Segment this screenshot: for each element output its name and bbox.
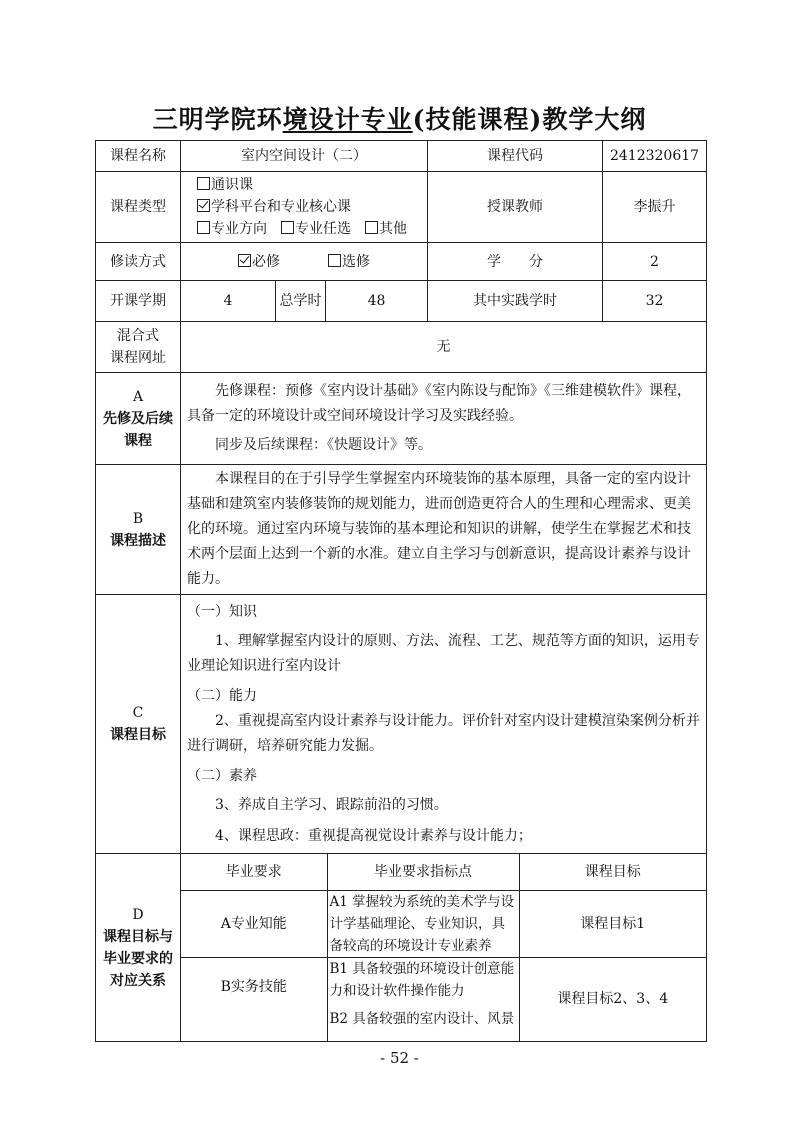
total-hours-value: 48 bbox=[326, 281, 428, 322]
checkbox-optional[interactable] bbox=[328, 254, 341, 267]
practice-hours-label: 其中实践学时 bbox=[428, 281, 603, 322]
study-mode-row bbox=[96, 243, 707, 281]
section-d-content bbox=[181, 854, 707, 1042]
syllabus-table bbox=[95, 140, 707, 1042]
semester-row bbox=[96, 281, 707, 322]
mapping-header-goal: 课程目标 bbox=[519, 854, 706, 890]
mixed-course-value: 无 bbox=[181, 322, 707, 373]
course-name-value: 室内空间设计（二） bbox=[181, 141, 428, 172]
section-b-row bbox=[96, 465, 707, 595]
section-c-label: C 课程目标 bbox=[96, 595, 181, 854]
section-d-label: D 课程目标与 毕业要求的 对应关系 bbox=[96, 854, 181, 1042]
mapping-a-requirement: A专业知能 bbox=[181, 890, 327, 957]
mapping-header-row bbox=[181, 854, 706, 890]
study-mode-options: 必修 选修 bbox=[181, 243, 428, 281]
mapping-row-b bbox=[181, 957, 706, 1041]
credit-label: 学 分 bbox=[428, 243, 603, 281]
section-a-label: A 先修及后续 课程 bbox=[96, 373, 181, 465]
mapping-a-goal: 课程目标1 bbox=[519, 890, 706, 957]
course-code-value: 2412320617 bbox=[603, 141, 707, 172]
section-b-content: 本课程目的在于引导学生掌握室内环境装饰的基本原理，具备一定的室内设计基础和建筑室内装修装饰的规划能力，进而创造更符合人的生理和心理需求、更美化的环境。通过室内环境与装饰的基本理论和知识的讲解，使学生在掌握艺术和技术两个层面上达到一个新的水准。建立自主学习与创新意识，提高设计素养与设计能力。 bbox=[181, 465, 707, 595]
page-title: 三明学院环境设计专业(技能课程)教学大纲 bbox=[152, 105, 647, 134]
checkbox-required[interactable] bbox=[238, 254, 251, 267]
mixed-course-label: 混合式 课程网址 bbox=[96, 322, 181, 373]
checkbox-other[interactable] bbox=[365, 221, 378, 234]
mapping-b-goal: 课程目标2、3、4 bbox=[519, 957, 706, 1041]
checkbox-core-course[interactable] bbox=[197, 199, 210, 212]
mapping-table bbox=[181, 854, 706, 1041]
mapping-header-indicator: 毕业要求指标点 bbox=[327, 854, 519, 890]
study-mode-label: 修读方式 bbox=[96, 243, 181, 281]
teacher-label: 授课教师 bbox=[428, 172, 603, 243]
semester-value: 4 bbox=[181, 281, 276, 322]
course-type-label: 课程类型 bbox=[96, 172, 181, 243]
mapping-b-requirement: B实务技能 bbox=[181, 957, 327, 1041]
page-number: - 52 - bbox=[380, 1049, 419, 1067]
section-a-content: 先修课程：预修《室内设计基础》《室内陈设与配饰》《三维建模软件》课程，具备一定的环境设计或空间环境设计学习及实践经验。 同步及后续课程：《快题设计》等。 bbox=[181, 373, 707, 465]
course-code-label: 课程代码 bbox=[428, 141, 603, 172]
section-d-row bbox=[96, 854, 707, 1042]
mapping-row-a bbox=[181, 890, 706, 957]
checkbox-direction[interactable] bbox=[197, 221, 210, 234]
section-a-row bbox=[96, 373, 707, 465]
teacher-value: 李振升 bbox=[603, 172, 707, 243]
mapping-header-requirement: 毕业要求 bbox=[181, 854, 327, 890]
mapping-b-indicator: B1 具备较强的环境设计创意能力和设计软件操作能力 B2 具备较强的室内设计、风景 bbox=[327, 957, 519, 1041]
course-name-row bbox=[96, 141, 707, 172]
checkbox-general[interactable] bbox=[197, 177, 210, 190]
checkbox-elective[interactable] bbox=[281, 221, 294, 234]
section-c-content: （一）知识 1、理解掌握室内设计的原则、方法、流程、工艺、规范等方面的知识，运用专业理论知识进行室内设计 （二）能力 2、重视提高室内设计素养与设计能力。评价针对室内设计建模渲染案例分析并进行调研，培养研究能力发掘。 （二）素养 3、养成自主学习、跟踪前沿的习惯。 4、课程思政：重视提高视觉设计素养与设计能力； bbox=[181, 595, 707, 854]
section-c-row bbox=[96, 595, 707, 854]
mixed-course-row bbox=[96, 322, 707, 373]
section-b-label: B 课程描述 bbox=[96, 465, 181, 595]
credit-value: 2 bbox=[603, 243, 707, 281]
course-name-label: 课程名称 bbox=[96, 141, 181, 172]
practice-hours-value: 32 bbox=[603, 281, 707, 322]
course-type-row bbox=[96, 172, 707, 243]
mapping-a-indicator: A1 掌握较为系统的美术学与设计学基础理论、专业知识，具备较高的环境设计专业素养 bbox=[327, 890, 519, 957]
total-hours-label: 总学时 bbox=[276, 281, 326, 322]
course-type-options: 通识课学科平台和专业核心课 专业方向 专业任选 其他 bbox=[181, 172, 428, 243]
semester-label: 开课学期 bbox=[96, 281, 181, 322]
